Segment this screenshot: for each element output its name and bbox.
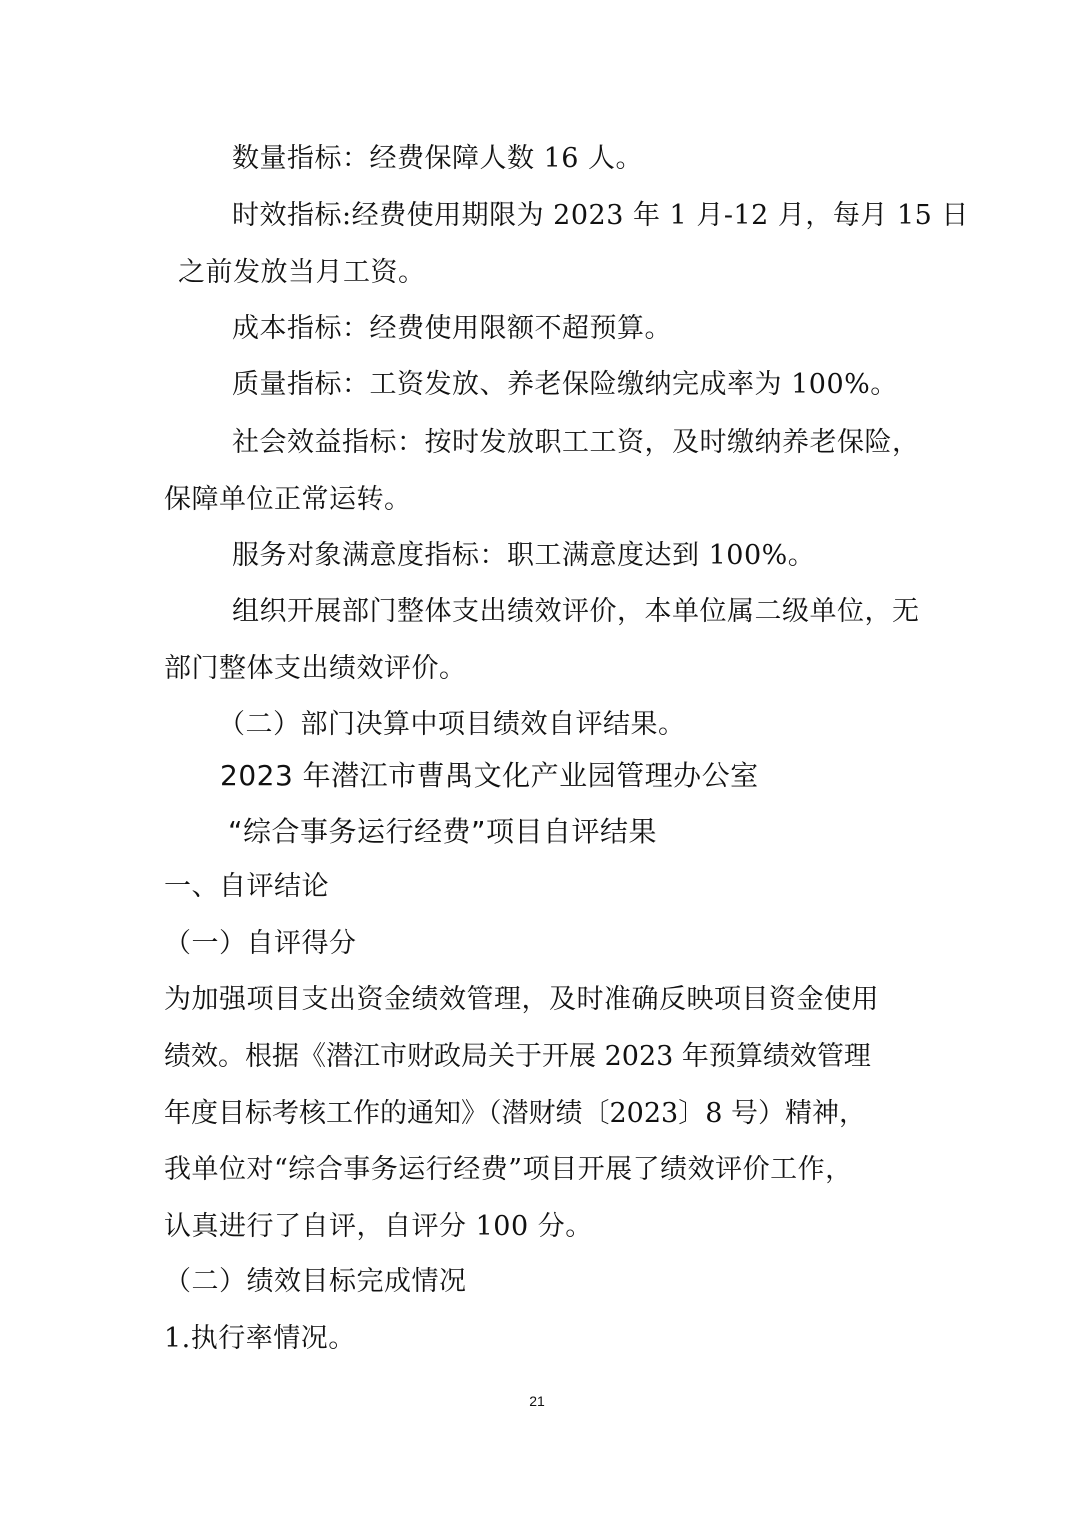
heading-self-evaluation-score: （一）自评得分 — [164, 928, 357, 959]
paragraph-score-line-3: 年度目标考核工作的通知》（潜财绩〔2023〕8 号）精神， — [164, 1098, 866, 1129]
paragraph-department-evaluation: 组织开展部门整体支出绩效评价，本单位属二级单位，无 — [232, 596, 920, 627]
paragraph-social-benefit-indicator: 社会效益指标：按时发放职工工资，及时缴纳养老保险， — [232, 427, 920, 458]
page-number: 21 — [529, 1393, 545, 1409]
paragraph-satisfaction-indicator: 服务对象满意度指标：职工满意度达到 100%。 — [232, 540, 816, 571]
paragraph-score-line-5: 认真进行了自评，自评分 100 分。 — [164, 1211, 593, 1242]
heading-execution-rate: 1.执行率情况。 — [164, 1323, 356, 1354]
paragraph-quality-indicator: 质量指标：工资发放、养老保险缴纳完成率为 100%。 — [232, 369, 898, 400]
heading-performance-goal-completion: （二）绩效目标完成情况 — [164, 1266, 467, 1297]
paragraph-score-line-2: 绩效。根据《潜江市财政局关于开展 2023 年预算绩效管理 — [164, 1041, 871, 1072]
paragraph-timeliness-continued: 之前发放当月工资。 — [178, 257, 426, 288]
section-heading-project-results: （二）部门决算中项目绩效自评结果。 — [218, 709, 686, 740]
paragraph-cost-indicator: 成本指标：经费使用限额不超预算。 — [232, 313, 672, 344]
paragraph-score-line-4: 我单位对“综合事务运行经费”项目开展了绩效评价工作， — [164, 1154, 853, 1185]
report-title-line-1: 2023 年潜江市曹禺文化产业园管理办公室 — [220, 759, 759, 792]
paragraph-timeliness-indicator: 时效指标:经费使用期限为 2023 年 1 月-12 月，每月 15 日 — [232, 200, 969, 231]
paragraph-quantity-indicator: 数量指标：经费保障人数 16 人。 — [232, 143, 644, 174]
heading-self-evaluation-conclusion: 一、自评结论 — [164, 871, 329, 902]
paragraph-department-evaluation-continued: 部门整体支出绩效评价。 — [164, 653, 467, 684]
paragraph-social-benefit-continued: 保障单位正常运转。 — [164, 484, 412, 515]
paragraph-score-line-1: 为加强项目支出资金绩效管理，及时准确反映项目资金使用 — [164, 984, 879, 1015]
report-title-line-2: “综合事务运行经费”项目自评结果 — [228, 815, 658, 848]
